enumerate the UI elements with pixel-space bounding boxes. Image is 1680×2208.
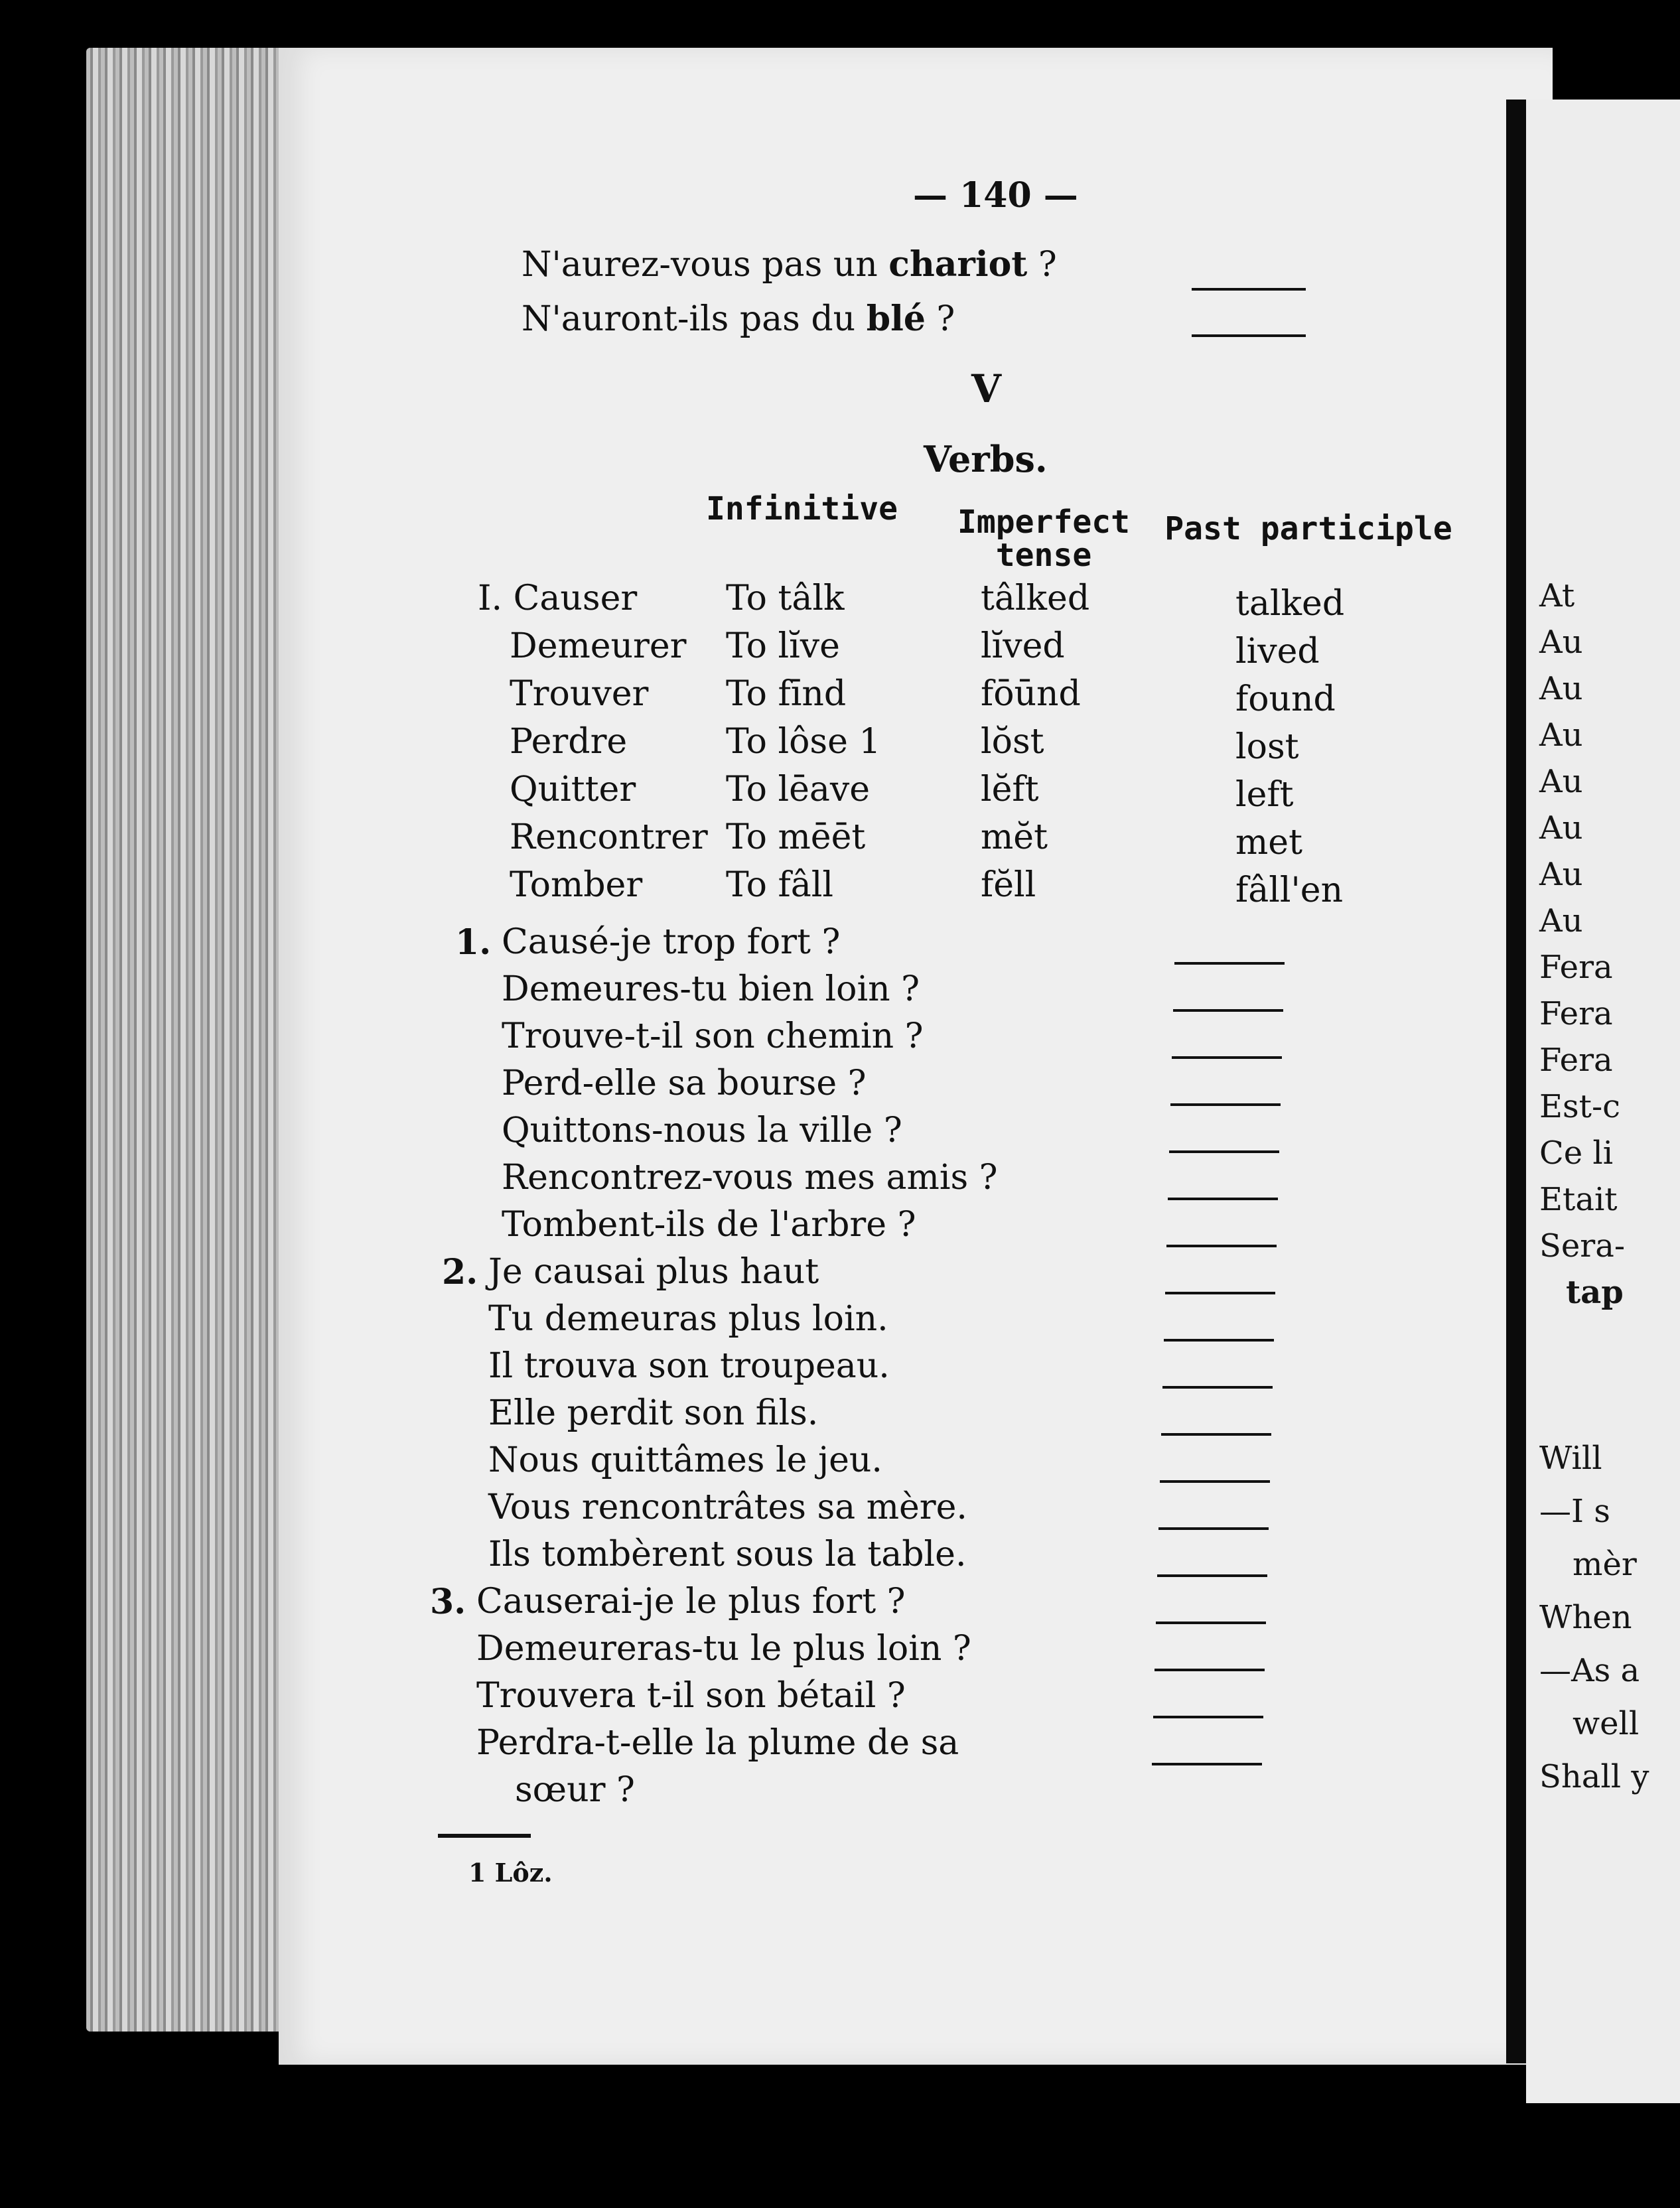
exercise-sentence: Ils tombèrent sous la table.	[488, 1535, 967, 1574]
column-imperfect: Imperfect tense	[957, 504, 1131, 575]
verb-past-participle: left	[1235, 775, 1294, 815]
exercise-sentence: Rencontrez-vous mes amis ?	[502, 1158, 998, 1198]
exercise-number: 2.	[442, 1252, 478, 1292]
facing-page-fragment: Au	[1539, 670, 1583, 707]
facing-page-fragment: —As a	[1539, 1652, 1640, 1689]
facing-page-fragment: mèr	[1573, 1546, 1637, 1583]
exercise-sentence: Causé-je trop fort ?	[502, 922, 841, 962]
facing-page-fragment: tap	[1566, 1274, 1624, 1311]
section-heading: Verbs.	[924, 438, 1048, 480]
exercise-sentence: Tombent-ils de l'arbre ?	[502, 1205, 916, 1245]
verb-imperfect: tâlked	[981, 579, 1090, 618]
footnote: 1 Lôz.	[468, 1858, 553, 1888]
facing-page-fragment: Au	[1539, 809, 1583, 847]
answer-blank	[1158, 1527, 1269, 1530]
facing-page-fragment: Au	[1539, 902, 1583, 939]
column-past-participle: Past participle	[1164, 510, 1452, 547]
page-number: — 140 —	[913, 175, 1078, 216]
facing-page-fragment: At	[1539, 577, 1575, 614]
answer-blank	[1192, 288, 1306, 291]
answer-blank	[1153, 1716, 1263, 1718]
facing-page-fragment: Fera	[1539, 995, 1613, 1032]
verb-imperfect: fĕll	[981, 865, 1036, 905]
verb-infinitive: To lôse 1	[726, 722, 881, 762]
verb-infinitive: To lēave	[726, 770, 871, 809]
answer-blank	[1165, 1292, 1275, 1294]
verb-past-participle: talked	[1235, 584, 1345, 624]
answer-blank	[1166, 1245, 1277, 1247]
verb-french: Perdre	[510, 722, 628, 762]
exercise-sentence: Perd-elle sa bourse ?	[502, 1064, 867, 1103]
verb-past-participle: lived	[1235, 632, 1320, 671]
facing-page-fragment: Shall y	[1539, 1758, 1649, 1795]
answer-blank	[1172, 1056, 1282, 1059]
verb-infinitive: To lĭve	[726, 626, 840, 666]
verb-imperfect: lŏst	[981, 722, 1044, 762]
exercise-sentence: Tu demeuras plus loin.	[488, 1299, 888, 1339]
intro-line: N'auront-ils pas du blé ?	[522, 299, 955, 339]
answer-blank	[1152, 1763, 1262, 1765]
verb-past-participle: met	[1235, 823, 1302, 862]
verb-french: Tomber	[510, 865, 643, 905]
facing-page-fragment: Etait	[1539, 1181, 1618, 1218]
verb-past-participle: found	[1235, 679, 1336, 719]
answer-blank	[1173, 1009, 1283, 1012]
exercise-number: 1.	[455, 922, 492, 963]
verb-imperfect: fōūnd	[981, 674, 1081, 714]
answer-blank	[1155, 1669, 1265, 1671]
intro-line: N'aurez-vous pas un chariot ?	[522, 244, 1057, 285]
exercise-sentence: Elle perdit son fils.	[488, 1393, 819, 1433]
exercise-number: 3.	[430, 1582, 466, 1622]
verb-past-participle: fâll'en	[1235, 870, 1344, 910]
exercise-sentence: sœur ?	[515, 1770, 635, 1810]
facing-page-fragment: Au	[1539, 763, 1583, 800]
answer-blank	[1157, 1574, 1267, 1577]
facing-page	[1526, 100, 1680, 2103]
exercise-sentence: Demeures-tu bien loin ?	[502, 969, 920, 1009]
answer-blank	[1168, 1198, 1278, 1200]
verb-french: Trouver	[510, 674, 649, 714]
facing-page-fragment: —I s	[1539, 1493, 1610, 1530]
exercise-sentence: Je causai plus haut	[488, 1252, 819, 1292]
verb-infinitive: To fâll	[726, 865, 833, 905]
answer-blank	[1192, 334, 1306, 337]
column-infinitive: Infinitive	[706, 490, 898, 527]
verb-infinitive: To mēēt	[726, 817, 866, 857]
answer-blank	[1161, 1433, 1271, 1436]
facing-page-fragment: When	[1539, 1599, 1632, 1636]
section-numeral: V	[971, 366, 1002, 411]
answer-blank	[1162, 1386, 1273, 1389]
facing-page-fragment: Au	[1539, 717, 1583, 754]
exercise-sentence: Causerai-je le plus fort ?	[476, 1582, 906, 1622]
answer-blank	[1160, 1480, 1270, 1483]
exercise-sentence: Quittons-nous la ville ?	[502, 1111, 902, 1150]
verb-infinitive: To tâlk	[726, 579, 845, 618]
facing-page-fragment: Sera-	[1539, 1227, 1626, 1265]
facing-page-fragment: Fera	[1539, 1042, 1613, 1079]
verb-imperfect: lĭved	[981, 626, 1065, 666]
answer-blank	[1174, 962, 1285, 965]
exercise-sentence: Nous quittâmes le jeu.	[488, 1440, 882, 1480]
verb-infinitive: To fīnd	[726, 674, 847, 714]
facing-page-fragment: well	[1573, 1705, 1640, 1742]
exercise-sentence: Trouve-t-il son chemin ?	[502, 1016, 924, 1056]
verb-french: Quitter	[510, 770, 636, 809]
facing-page-fragment: Est-c	[1539, 1088, 1621, 1125]
verb-french: Rencontrer	[510, 817, 708, 857]
facing-page-fragment: Ce li	[1539, 1135, 1614, 1172]
footnote-rule	[438, 1834, 531, 1838]
exercise-sentence: Demeureras-tu le plus loin ?	[476, 1629, 971, 1669]
facing-page-fragment: Fera	[1539, 949, 1613, 986]
facing-page-fragment: Au	[1539, 624, 1583, 661]
answer-blank	[1170, 1103, 1281, 1106]
facing-page-fragment: Will	[1539, 1440, 1602, 1477]
exercise-sentence: Vous rencontrâtes sa mère.	[488, 1487, 967, 1527]
verb-french: I. Causer	[478, 579, 638, 618]
facing-page-fragment: Au	[1539, 856, 1583, 893]
verb-french: Demeurer	[510, 626, 687, 666]
exercise-sentence: Trouvera t-il son bétail ?	[476, 1676, 906, 1716]
answer-blank	[1156, 1622, 1266, 1624]
exercise-sentence: Il trouva son troupeau.	[488, 1346, 890, 1386]
verb-imperfect: lĕft	[981, 770, 1039, 809]
verb-past-participle: lost	[1235, 727, 1299, 767]
answer-blank	[1169, 1150, 1279, 1153]
verb-imperfect: mĕt	[981, 817, 1048, 857]
exercise-sentence: Perdra-t-elle la plume de sa	[476, 1723, 959, 1763]
answer-blank	[1164, 1339, 1274, 1342]
